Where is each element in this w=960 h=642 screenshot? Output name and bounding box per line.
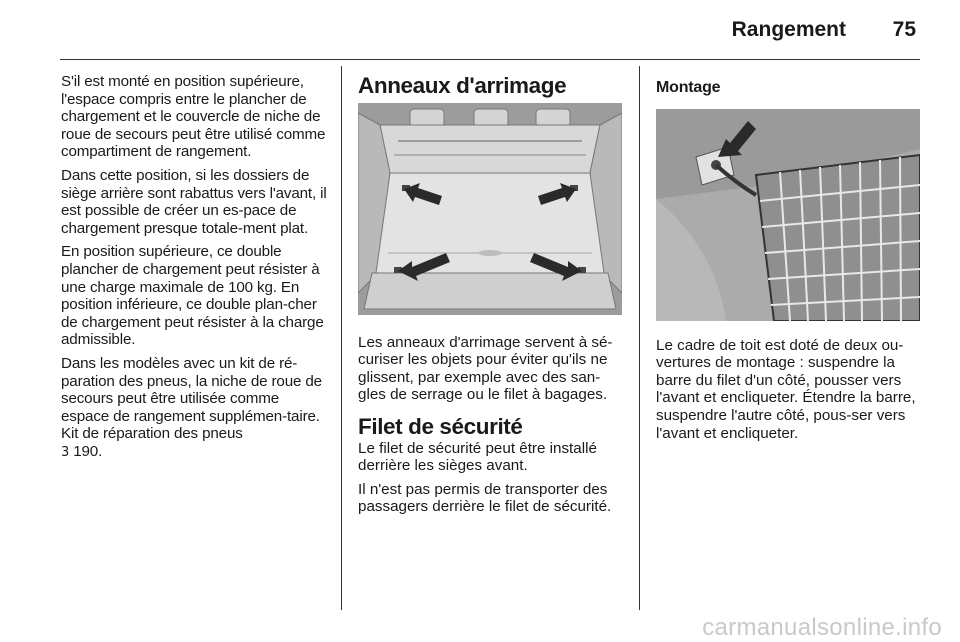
column-divider-right [639,66,640,610]
paragraph: S'il est monté en position supérieure, l'espace compris entre le plancher de chargement et le couvercle de niche de roue de secours peut être utilisé comme compartiment de rangement. [61,73,326,161]
paragraph: Le filet de sécurité peut être installé derrière les sièges avant. [358,439,597,475]
paragraph: Le cadre de toit est doté de deux ou-vertures de montage : suspendre la barre du filet d'un côté, pousser vers l'avant et encliqueter. Étendre la barre, suspendre l'autre côté, pous-ser vers l'avant et encliqueter. [656,336,916,442]
page-title: Rangement [731,18,846,41]
page-reference-link[interactable]: 190. [73,442,103,460]
paragraph: En position supérieure, ce double plancher de chargement peut résister à une charge maximale de 100 kg. En position inférieure, ce double plan-cher de chargement peut résister à la charge admissible. [61,243,324,349]
column-divider-left [341,66,342,610]
paragraph: Dans cette position, si les dossiers de siège arrière sont rabattus vers l'avant, il est possible de créer un es-pace de chargement presque totale-ment plat. [61,166,327,237]
paragraph: Il n'est pas permis de transporter des passagers derrière le filet de sécurité. [358,480,612,516]
page-number: 75 [892,18,916,41]
section-heading: Anneaux d'arrimage [358,73,567,98]
watermark: carmanualsonline.info [702,614,942,641]
page-header [0,0,960,62]
safety-net-mounting-illustration [656,109,920,321]
paragraph-text: Dans les modèles avec un kit de ré-paration des pneus, la niche de roue de secours peut être utilisée comme espace de rangement supplémen-taire. Kit de réparation des pneus [61,354,322,443]
paragraph [61,355,329,462]
header-rule [60,59,920,60]
column-1 [61,73,329,467]
column-3 [656,73,922,448]
paragraph: Les anneaux d'arrimage servent à sé-curiser les objets pour éviter qu'ils ne glissent, par exemple avec des san-gles de serrage ou le filet à bagages. [358,333,613,404]
reference-arrow-icon: 3 [61,444,70,460]
section-heading: Filet de sécurité [358,413,523,439]
subsection-heading: Montage [656,79,721,96]
column-2 [358,73,624,522]
cargo-area-illustration [358,103,622,315]
